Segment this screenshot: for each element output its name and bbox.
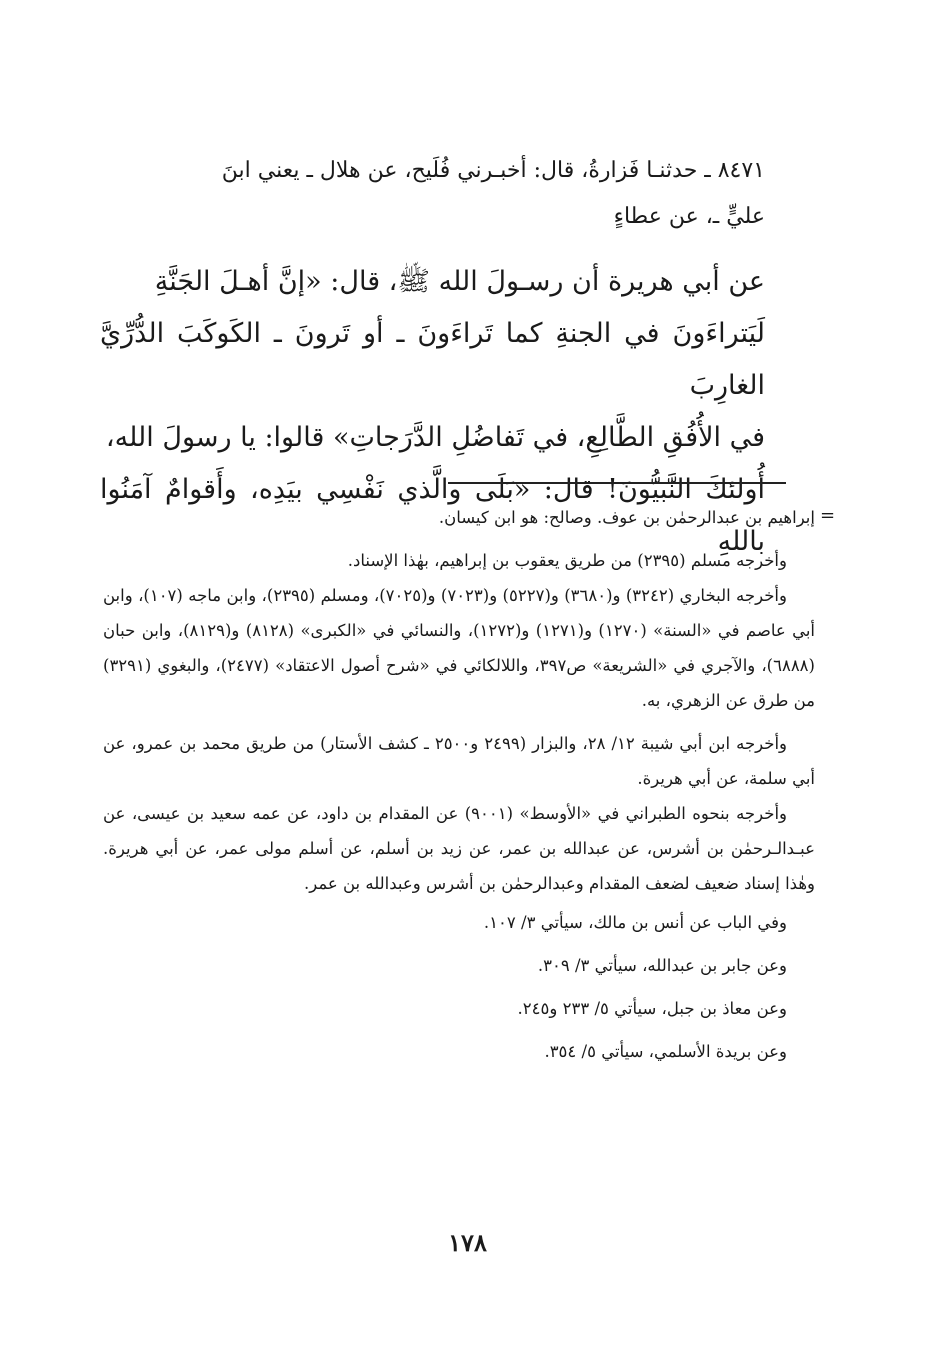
see-also-item: وفي الباب عن أنس بن مالك، سيأتي ٣/ ١٠٧. xyxy=(483,913,787,932)
footnote-paragraph: وأخرجه البخاري (٣٢٤٢) و(٣٦٨٠) و(٥٢٢٧) و(٧٠٢٣) و(٧٠٢٥)، ومسلم (٢٣٩٥)، وابن ماجه (١٠٧)، وابن أبي عاصم في «السنة» (١٢٧٠) و(١٢٧١) و(١٢٧٢)، والنسائي في «الكبرى» (٨١٢٨) و(٨١٢٩)، وابن حبان (٦٨٨٨)، والآجري في «الشريعة» ص٣٩٧، واللالكائي في «شرح أصول الاعتقاد» (٢٤٧٧)، والبغوي (٣٢٩١) من طرق عن الزهري، به. xyxy=(103,586,816,710)
page-number: ١٧٨ xyxy=(448,1228,487,1257)
hadith-intro-line: ٨٤٧١ ـ حدثنـا فَزارةُ، قال: أخبـرني فُلَيح، عن هلال ـ يعني ابنَ xyxy=(221,158,765,183)
hadith-text-line: أُولئكَ النَّبيُّونَ! قال: «بَلَى والَّذي نَفْسِي بيَدِه، وأَقوامٌ آمَنُوا باللهِ xyxy=(100,474,765,557)
footnotes-section xyxy=(103,500,815,1073)
footnote-separator-rule xyxy=(448,482,786,484)
see-also-item: وعن جابر بن عبدالله، سيأتي ٣/ ٣٠٩. xyxy=(537,956,787,975)
footnote-paragraph: وأخرجه بنحوه الطبراني في «الأوسط» (٩٠٠١) عن المقدام بن داود، عن عمه سعيد بن عيسى، عن عبـدالـرحمٰن بن أشرس، عن عبدالله بن عمر، عن زيد بن أسلم، عن أسلم مولى عمر، عن أبي هريرة. وهٰذا إسناد ضعيف لضعف المقدام وعبدالرحمٰن بن أشرس وعبدالله بن عمر. xyxy=(103,804,815,893)
see-also-item: وعن بريدة الأسلمي، سيأتي ٥/ ٣٥٤. xyxy=(544,1042,787,1061)
footnote-continuation-mark: = xyxy=(820,505,836,526)
hadith-text-line: في الأُفُقِ الطَّالِعِ، في تَفاضُلِ الدَّرَجاتِ» قالوا: يا رسولَ الله، xyxy=(105,422,765,453)
see-also-list xyxy=(103,901,815,1073)
hadith-intro-line: عليٍّ ـ، عن عطاءٍ xyxy=(613,204,765,229)
footnote-paragraph: إبراهيم بن عبدالرحمٰن بن عوف. وصالح: هو ابن كيسان. xyxy=(438,508,815,527)
hadith-text-line: لَيَتراءَونَ في الجنةِ كما تَراءَونَ ـ أو تَرونَ ـ الكَوكَبَ الدُّرِّيَّ الغارِبَ xyxy=(100,318,765,401)
footnote-paragraph: وأخرجه مسلم (٢٣٩٥) من طريق يعقوب بن إبراهيم، بهٰذا الإسناد. xyxy=(347,551,787,570)
hadith-text-line: عن أبي هريرة أن رسـولَ الله ﷺ، قال: «إنَّ أهـلَ الجَنَّةِ xyxy=(154,266,765,297)
see-also-item: وعن معاذ بن جبل، سيأتي ٥/ ٢٣٣ و٢٤٥. xyxy=(517,999,787,1018)
footnote-paragraph: وأخرجه ابن أبي شيبة ١٢/ ٢٨، والبزار (٢٤٩٩ و٢٥٠٠ ـ كشف الأستار) من طريق محمد بن عمرو، عن أبي سلمة، عن أبي هريرة. xyxy=(103,734,815,788)
hadith-chain-of-narration xyxy=(100,148,765,240)
